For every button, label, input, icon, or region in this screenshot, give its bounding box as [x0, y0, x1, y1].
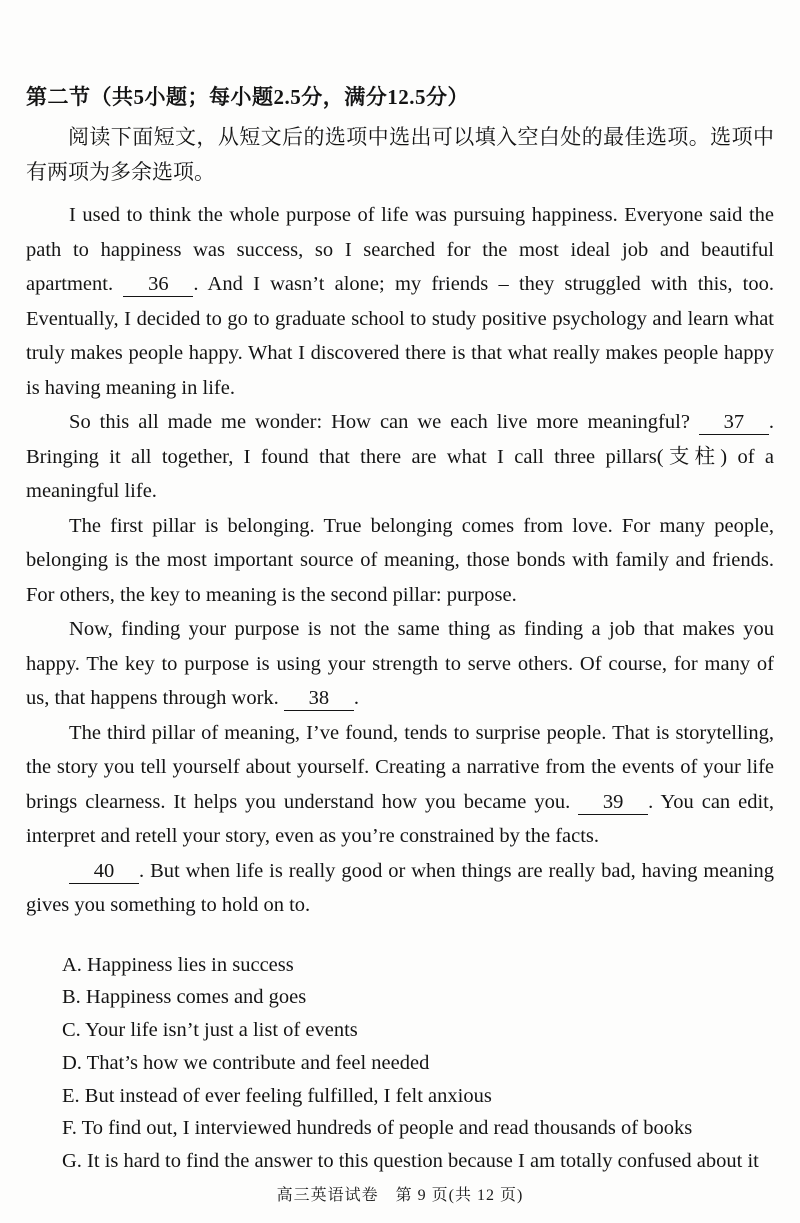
passage-paragraph-3 — [26, 509, 774, 613]
blank-38: 38 — [284, 686, 354, 711]
paragraph-text: So this all made me wonder: How can we each live more meaningful? — [69, 411, 699, 433]
option-item-g: G. It is hard to find the answer to this question because I am totally confused about it — [62, 1150, 759, 1173]
option-item-a: A. Happiness lies in success — [62, 953, 294, 976]
page-footer: 高三英语试卷 第 9 页(共 12 页) — [276, 1187, 524, 1204]
paragraph-text: The first pillar is belonging. True belonging comes from love. For many people, belonging is the most important source of meaning, those bonds with family and friends. For others, the key to meaning is the second pillar: purpose. — [26, 514, 774, 606]
paragraph-text: Now, finding your purpose is not the same thing as finding a job that makes you happy. The key to purpose is using your strength to serve others. Of course, for many of us, that happens through work. — [26, 618, 774, 709]
blank-37: 37 — [699, 410, 769, 435]
passage-paragraph-4 — [26, 612, 774, 716]
passage-paragraph-2 — [26, 405, 774, 509]
option-item-d: D. That’s how we contribute and feel needed — [62, 1051, 430, 1074]
option-item-c: C. Your life isn’t just a list of events — [62, 1019, 358, 1042]
option-item-b: B. Happiness comes and goes — [62, 986, 307, 1009]
passage-paragraph-5 — [26, 716, 774, 854]
blank-39: 39 — [578, 790, 648, 815]
paragraph-text: . You can edit, interpret and retell your story, even as you’re constrained by the facts. — [26, 790, 774, 847]
instructions: 阅读下面短文，从短文后的选项中选出可以填入空白处的最佳选项。选项中有两项为多余选项。 — [26, 125, 774, 184]
option-item-f: F. To find out, I interviewed hundreds of people and read thousands of books — [62, 1117, 693, 1140]
option-item-e: E. But instead of ever feeling fulfilled, I felt anxious — [62, 1084, 492, 1107]
paragraph-text: I used to think the whole purpose of life was pursuing happiness. Everyone said the path to happiness was success, so I searched for the most ideal job and beautiful apartment. — [26, 204, 774, 295]
section-title: 第二节（共5小题；每小题2.5分，满分12.5分） — [26, 85, 469, 109]
blank-36: 36 — [123, 272, 193, 297]
paragraph-text: . Bringing it all together, I found that there are what I call three pillars(支柱) of a meaningful life. — [26, 411, 774, 502]
blank-40: 40 — [69, 859, 139, 884]
paragraph-text: . — [353, 687, 360, 709]
passage-paragraph-6 — [26, 854, 774, 923]
paragraph-text: . And I wasn’t alone; my friends – they struggled with this, too. Eventually, I decided to go to graduate school to study positive psychology and learn what truly makes people happy. What I discovered there is that what really makes people happy is having meaning in life. — [26, 273, 774, 399]
passage-paragraph-1 — [26, 198, 774, 405]
options-list — [26, 949, 774, 1179]
passage — [26, 198, 774, 923]
paragraph-text: . But when life is really good or when things are really bad, having meaning gives you something to hold on to. — [26, 859, 774, 916]
paragraph-text: The third pillar of meaning, I’ve found, tends to surprise people. That is storytelling, the story you tell yourself about yourself. Creating a narrative from the events of your life brings clearness. It helps you understand how you became you. — [26, 721, 774, 813]
